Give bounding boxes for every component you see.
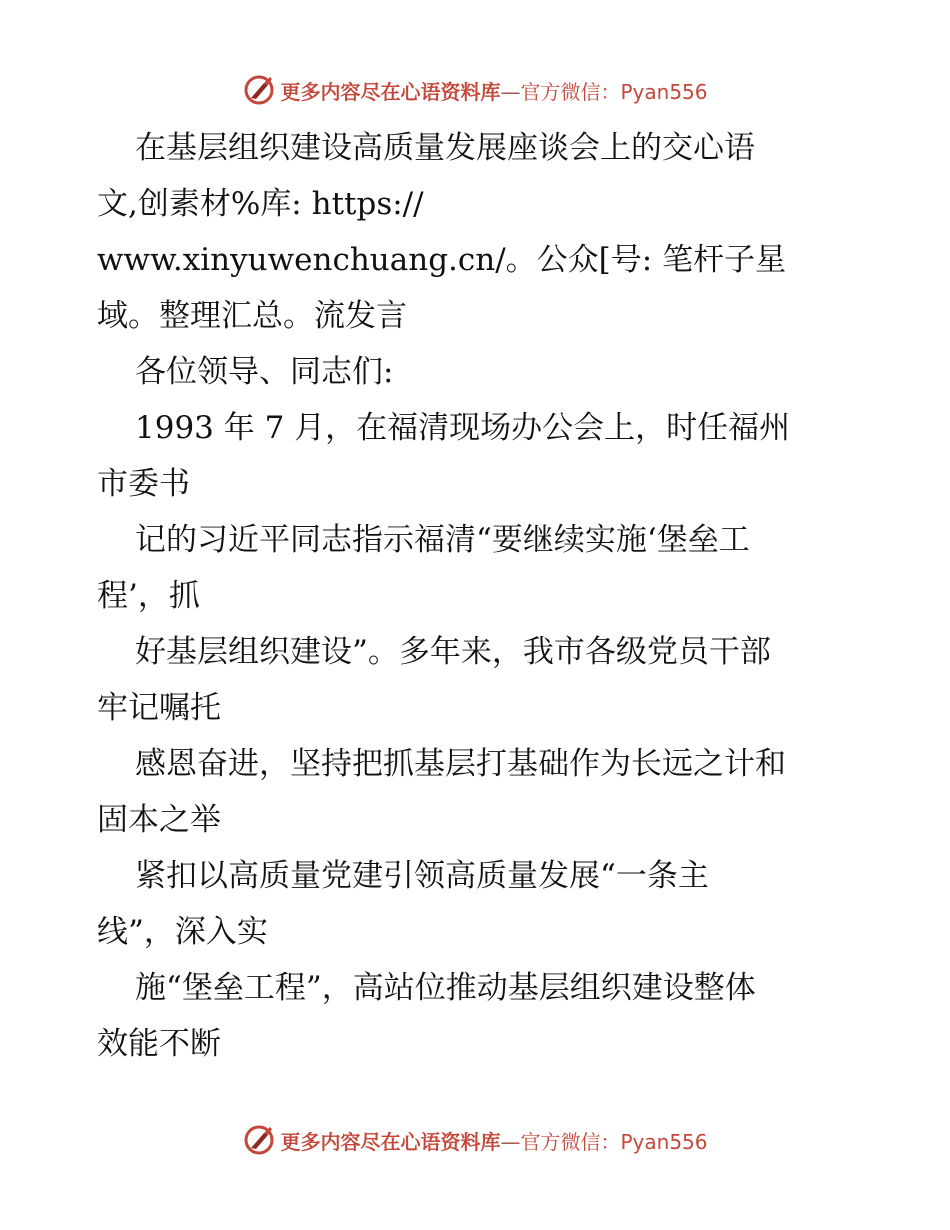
- paragraph-line: 好基层组织建设”。多年来，我市各级党员干部: [135, 634, 771, 670]
- doc-title-line-4: 域。整理汇总。流发言: [97, 298, 407, 334]
- footer-brand: 更多内容尽在心语资料库: [280, 1129, 501, 1154]
- paragraph-line: 市委书: [97, 466, 190, 502]
- footer-separator: —: [500, 1129, 521, 1154]
- paragraph-line: 程’，抓: [97, 578, 200, 614]
- paragraph-line: 紧扣以高质量党建引领高质量发展“一条主: [135, 858, 709, 894]
- paragraph-line: 施“堡垒工程”，高站位推动基层组织建设整体: [135, 970, 756, 1006]
- footer-account: Pyan556: [620, 1129, 708, 1154]
- quill-circle-logo-icon: [242, 1123, 276, 1157]
- paragraph-line: 牢记嘱托: [97, 690, 221, 726]
- document-body: [97, 120, 857, 1072]
- salutation: 各位领导、同志们:: [135, 354, 394, 390]
- paragraph-line: 效能不断: [97, 1026, 221, 1062]
- doc-title-line-3: www.xinyuwenchuang.cn/。公众[号: 笔杆子星: [97, 242, 787, 278]
- header-account-label: 官方微信：: [520, 79, 621, 104]
- paragraph-line: 记的习近平同志指示福清“要继续实施‘堡垒工: [135, 522, 750, 558]
- header-banner: [0, 70, 950, 110]
- header-separator: —: [500, 79, 521, 104]
- doc-title-line-2: 文,创素材%库: https://: [97, 186, 424, 222]
- paragraph-line: 1993 年 7 月，在福清现场办公会上，时任福州: [135, 410, 791, 446]
- header-account: Pyan556: [620, 79, 708, 104]
- footer-account-label: 官方微信：: [520, 1129, 621, 1154]
- paragraph-line: 感恩奋进，坚持把抓基层打基础作为长远之计和: [135, 746, 786, 782]
- paragraph-line: 固本之举: [97, 802, 221, 838]
- quill-circle-logo-icon: [242, 73, 276, 107]
- paragraph-line: 线”，深入实: [97, 914, 268, 950]
- doc-title-line-1: 在基层组织建设高质量发展座谈会上的交心语: [135, 130, 755, 166]
- header-banner-text: [280, 76, 707, 105]
- footer-banner-text: [280, 1126, 707, 1155]
- footer-banner: [0, 1120, 950, 1160]
- header-brand: 更多内容尽在心语资料库: [280, 79, 501, 104]
